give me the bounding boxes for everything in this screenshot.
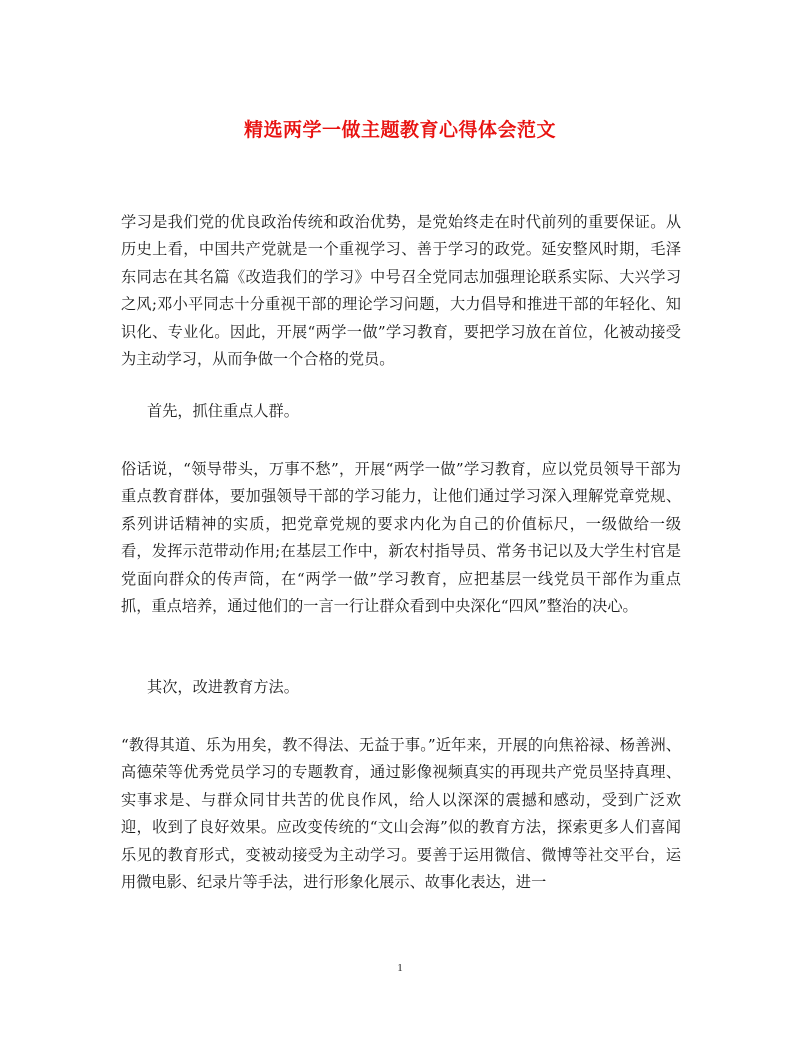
- paragraph-first: 俗话说，“领导带头，万事不愁”，开展“两学一做”学习教育，应以党员领导干部为重点教育群体，要加强领导干部的学习能力，让他们通过学习深入理解党章党规、系列讲话精神的实质，把党章党规的要求内化为自己的价值标尺，一级做给一级看，发挥示范带动作用;在基层工作中，新农村指导员、常务书记以及大学生村官是党面向群众的传声筒，在“两学一做”学习教育，应把基层一线党员干部作为重点抓，重点培养，通过他们的一言一行让群众看到中央深化“四风”整治的决心。: [121, 460, 681, 616]
- section-heading-second: 其次，改进教育方法。: [147, 678, 299, 696]
- paragraph-second: “教得其道、乐为用矣，教不得法、无益于事。”近年来，开展的向焦裕禄、杨善洲、高德荣等优秀党员学习的专题教育，通过影像视频真实的再现共产党员坚持真理、实事求是、与群众同甘共苦的优良作风，给人以深深的震撼和感动，受到广泛欢迎，收到了良好效果。应改变传统的“文山会海”似的教育方法，探索更多人们喜闻乐见的教育形式，变被动接受为主动学习。要善于运用微信、微博等社交平台，运用微电影、纪录片等手法，进行形象化展示、故事化表达，进一: [121, 736, 681, 892]
- paragraph-intro: 学习是我们党的优良政治传统和政治优势，是党始终走在时代前列的重要保证。从历史上看，中国共产党就是一个重视学习、善于学习的政党。延安整风时期，毛泽东同志在其名篇《改造我们的学习》中号召全党同志加强理论联系实际、大兴学习之风;邓小平同志十分重视干部的理论学习问题，大力倡导和推进干部的年轻化、知识化、专业化。因此，开展“两学一做”学习教育，要把学习放在首位，化被动接受为主动学习，从而争做一个合格的党员。: [121, 213, 681, 369]
- section-heading-first: 首先，抓住重点人群。: [147, 402, 299, 420]
- page-number: 1: [397, 962, 403, 974]
- page-title: 精选两学一做主题教育心得体会范文: [243, 119, 556, 141]
